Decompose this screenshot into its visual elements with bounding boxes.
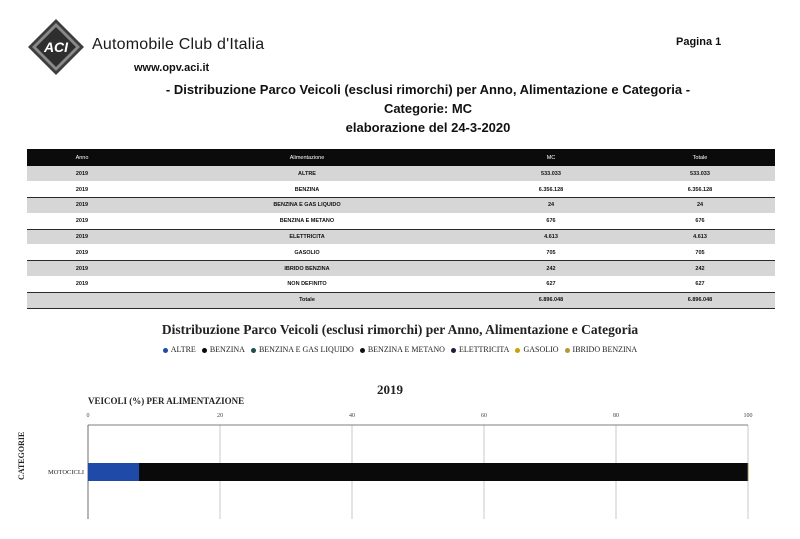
cell-anno: 2019 (27, 277, 137, 293)
x-axis-title: VEICOLI (%) PER ALIMENTAZIONE (88, 396, 245, 406)
bar-segment (748, 463, 749, 481)
col-header-totale: Totale (625, 149, 775, 166)
legend-item (565, 345, 638, 354)
legend-swatch (360, 348, 365, 353)
aci-logo (27, 18, 85, 76)
legend-item (251, 345, 354, 354)
cell-mc: 705 (477, 245, 625, 261)
cell-anno: 2019 (27, 198, 137, 214)
title-line-3: elaborazione del 24-3-2020 (345, 120, 511, 135)
cell-anno (27, 292, 137, 308)
cell-anno: 2019 (27, 166, 137, 182)
cell-alimentazione: BENZINA E GAS LIQUIDO (137, 198, 477, 214)
chart-subtitle: 2019 (377, 382, 403, 397)
x-tick-label: 20 (217, 413, 223, 419)
cell-totale: 242 (625, 261, 775, 277)
bar-segment (139, 463, 747, 481)
legend-swatch (451, 348, 456, 353)
page-number: Pagina 1 (676, 36, 722, 48)
legend-swatch (515, 348, 520, 353)
chart-title: Distribuzione Parco Veicoli (esclusi rimorchi) per Anno, Alimentazione e Categoria (161, 322, 639, 337)
x-tick-label: 80 (613, 413, 619, 419)
x-tick-label: 40 (349, 413, 355, 419)
col-header-mc: MC (477, 149, 625, 166)
legend-label: BENZINA E METANO (367, 345, 445, 354)
y-axis-title: CATEGORIE (17, 431, 26, 480)
cell-alimentazione: BENZINA E METANO (137, 213, 477, 229)
title-line-2: Categorie: MC (383, 101, 473, 116)
table-header-row (27, 149, 775, 166)
cell-alimentazione: NON DEFINITO (137, 277, 477, 293)
chart-legend (0, 345, 800, 354)
legend-item (515, 345, 558, 354)
cell-mc: 4.613 (477, 229, 625, 245)
table-row (27, 245, 775, 261)
cell-anno: 2019 (27, 182, 137, 198)
table-row (27, 229, 775, 245)
cell-totale: 4.613 (625, 229, 775, 245)
legend-item (163, 345, 196, 354)
legend-label: ALTRE (170, 345, 196, 354)
x-tick-label: 0 (86, 413, 90, 419)
cell-alimentazione: ELETTRICITA (137, 229, 477, 245)
legend-label: GASOLIO (523, 345, 559, 354)
legend-item (451, 345, 509, 354)
col-header-alimentazione: Alimentazione (137, 149, 477, 166)
table-row (27, 182, 775, 198)
legend-swatch (565, 348, 570, 353)
cell-totale: 533.033 (625, 166, 775, 182)
cell-anno: 2019 (27, 261, 137, 277)
cell-totale: 627 (625, 277, 775, 293)
cell-alimentazione: BENZINA (137, 182, 477, 198)
bar-segment (88, 463, 139, 481)
cell-mc: 24 (477, 198, 625, 214)
legend-item (360, 345, 445, 354)
legend-swatch (202, 348, 207, 353)
brand-name: Automobile Club d'Italia (92, 36, 265, 53)
table-row (27, 277, 775, 293)
cell-total-mc: 6.896.048 (477, 292, 625, 308)
stacked-bar-chart (0, 405, 800, 539)
legend-label: BENZINA (209, 345, 245, 354)
cell-anno: 2019 (27, 213, 137, 229)
legend-item (202, 345, 245, 354)
cell-total-totale: 6.896.048 (625, 292, 775, 308)
table-row (27, 166, 775, 182)
cell-total-label: Totale (137, 292, 477, 308)
x-tick-label: 100 (743, 413, 753, 419)
y-category-label: MOTOCICLI (48, 469, 84, 476)
cell-totale: 705 (625, 245, 775, 261)
table-row (27, 213, 775, 229)
title-line-1: - Distribuzione Parco Veicoli (esclusi rimorchi) per Anno, Alimentazione e Categoria - (165, 82, 691, 97)
legend-label: IBRIDO BENZINA (572, 345, 638, 354)
cell-totale: 676 (625, 213, 775, 229)
cell-totale: 24 (625, 198, 775, 214)
cell-alimentazione: GASOLIO (137, 245, 477, 261)
legend-label: BENZINA E GAS LIQUIDO (258, 345, 354, 354)
logo-text: ACI (43, 39, 69, 55)
cell-anno: 2019 (27, 245, 137, 261)
data-table (27, 149, 775, 309)
legend-swatch (251, 348, 256, 353)
cell-mc: 533.033 (477, 166, 625, 182)
table-row (27, 261, 775, 277)
cell-mc: 676 (477, 213, 625, 229)
cell-anno: 2019 (27, 229, 137, 245)
table-row (27, 198, 775, 214)
cell-totale: 6.356.128 (625, 182, 775, 198)
x-tick-label: 60 (481, 413, 487, 419)
legend-swatch (163, 348, 168, 353)
report-title (0, 80, 800, 137)
cell-mc: 242 (477, 261, 625, 277)
cell-alimentazione: ALTRE (137, 166, 477, 182)
site-link[interactable]: www.opv.aci.it (134, 62, 210, 74)
cell-mc: 6.356.128 (477, 182, 625, 198)
legend-label: ELETTRICITA (458, 345, 510, 354)
table-total-row (27, 292, 775, 308)
cell-alimentazione: IBRIDO BENZINA (137, 261, 477, 277)
col-header-anno: Anno (27, 149, 137, 166)
cell-mc: 627 (477, 277, 625, 293)
